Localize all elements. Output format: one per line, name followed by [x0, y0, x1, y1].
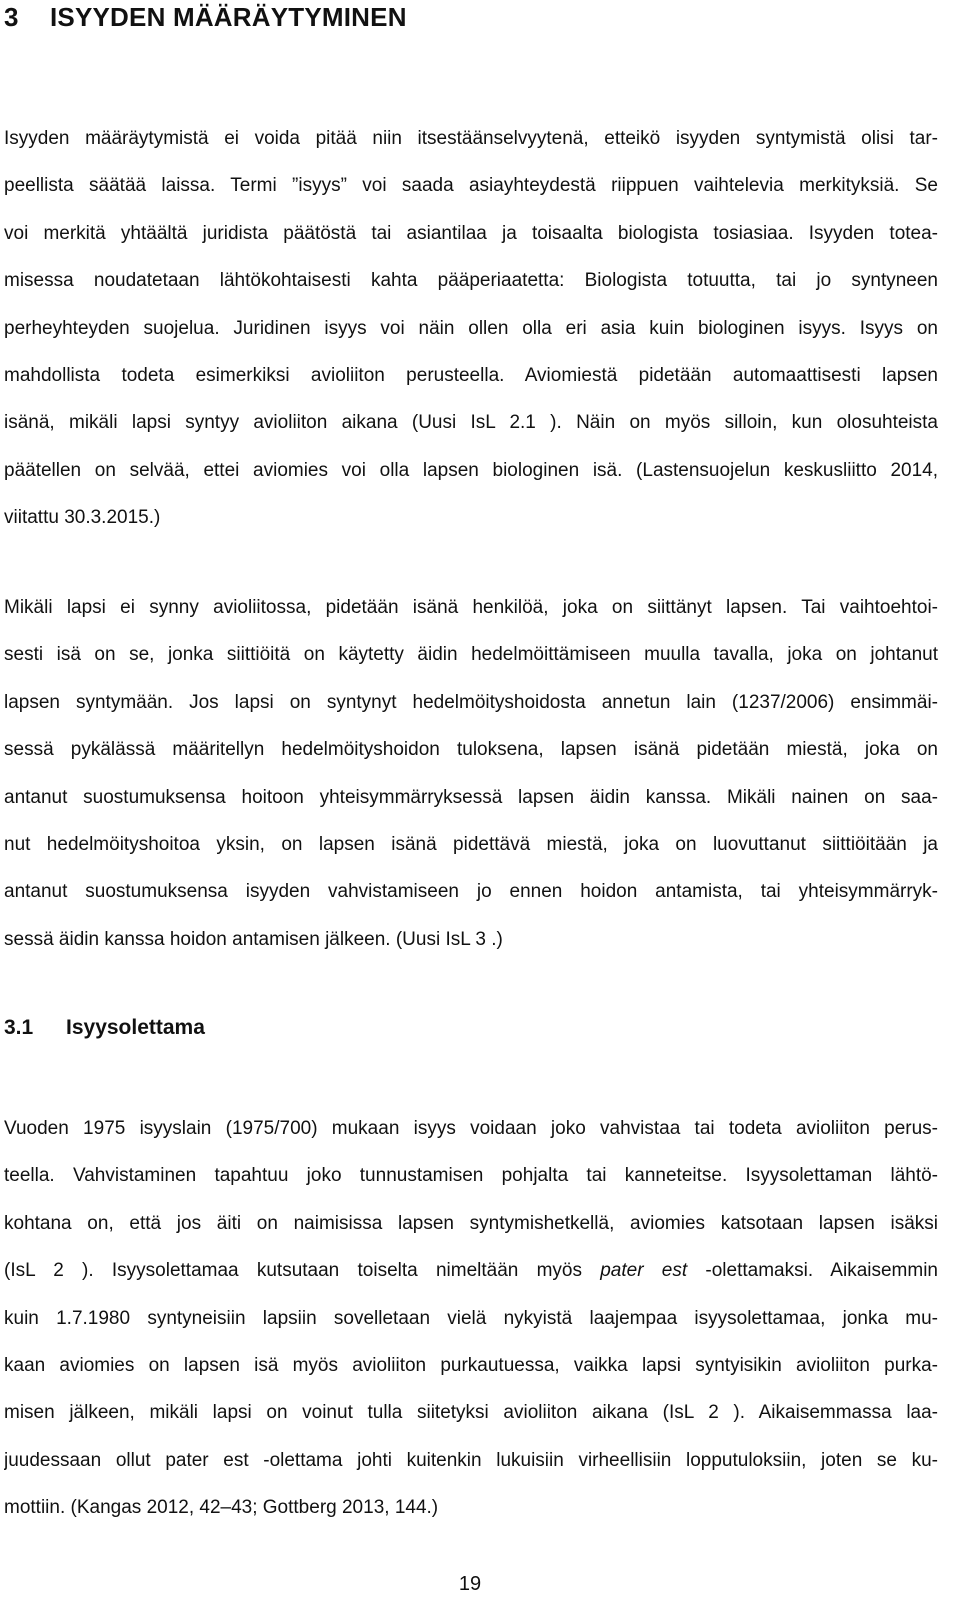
paragraph-line: lapsen syntymään. Jos lapsi on syntynyt hedelmöityshoidosta annetun lain (1237/2006) ensimmäi- — [4, 691, 938, 713]
paragraph-line: viitattu 30.3.2015.) — [4, 507, 161, 529]
paragraph-line: isänä, mikäli lapsi syntyy avioliiton aikana (Uusi IsL 2.1 ). Näin on myös silloin, kun olosuhteista — [4, 412, 938, 434]
paragraph-1 — [4, 115, 938, 542]
paragraph-line: perheyhteyden suojelua. Juridinen isyys voi näin ollen olla eri asia kuin biologinen isyys. Isyys on — [4, 317, 938, 339]
paragraph-line: Isyyden määräytymistä ei voida pitää niin itsestäänselvyytenä, etteikö isyyden syntymistä olisi tar- — [4, 128, 938, 149]
chapter-title: ISYYDEN MÄÄRÄYTYMINEN — [50, 2, 407, 32]
paragraph-line: sessä äidin kanssa hoidon antamisen jälkeen. (Uusi IsL 3 .) — [4, 928, 503, 950]
paragraph-line-with-italic — [4, 1247, 938, 1294]
italic-term: pater est — [600, 1260, 688, 1282]
paragraph-3 — [4, 1105, 938, 1532]
section-heading — [4, 1016, 205, 1040]
line-text: (IsL 2 ). Isyysolettamaa kutsutaan toiselta nimeltään myös — [4, 1260, 601, 1282]
paragraph-line: kohtana on, että jos äiti on naimisissa lapsen syntymishetkellä, aviomies katsotaan lapsen isäksi — [4, 1212, 938, 1234]
paragraph-line: misen jälkeen, mikäli lapsi on voinut tulla siitetyksi avioliiton aikana (IsL 2 ). Aikaisemmassa laa- — [4, 1402, 938, 1424]
paragraph-line: nut hedelmöityshoitoa yksin, on lapsen isänä pidettävä miestä, joka on luovuttanut siittiöitään ja — [4, 834, 938, 856]
section-title: Isyysolettama — [66, 1016, 205, 1039]
chapter-heading — [4, 2, 407, 33]
paragraph-line: kaan aviomies on lapsen isä myös avioliiton purkautuessa, vaikka lapsi syntyisikin avioliiton purka- — [4, 1355, 938, 1377]
paragraph-line: teella. Vahvistaminen tapahtuu joko tunnustamisen pohjalta tai kanneteitse. Isyysolettaman lähtö- — [4, 1165, 938, 1187]
chapter-number: 3 — [4, 2, 19, 32]
paragraph-line: peellista säätää laissa. Termi ”isyys” voi saada asiayhteydestä riippuen vaihtelevia merkityksiä. Se — [4, 175, 938, 197]
paragraph-2 — [4, 584, 938, 963]
paragraph-line: juudessaan ollut pater est -olettama johti kuitenkin lukuisiin virheellisiin lopputuloksiin, joten se ku- — [4, 1449, 938, 1471]
paragraph-line: mottiin. (Kangas 2012, 42–43; Gottberg 2013, 144.) — [4, 1497, 439, 1519]
paragraph-line: kuin 1.7.1980 syntyneisiin lapsiin sovelletaan vielä nykyistä laajempaa isyysolettamaa, jonka mu- — [4, 1307, 938, 1329]
paragraph-line: sessä pykälässä määritellyn hedelmöityshoidon tuloksena, lapsen isänä pidetään miestä, joka on — [4, 739, 938, 761]
paragraph-line: Mikäli lapsi ei synny avioliitossa, pidetään isänä henkilöä, joka on siittänyt lapsen. Tai vaihtoehtoi- — [4, 597, 938, 618]
paragraph-line: Vuoden 1975 isyyslain (1975/700) mukaan isyys voidaan joko vahvistaa tai todeta avioliiton perus- — [4, 1118, 938, 1139]
paragraph-line: päätellen on selvää, ettei aviomies voi olla lapsen biologinen isä. (Lastensuojelun keskusliitto 2014, — [4, 459, 938, 481]
paragraph-line: sesti isä on se, jonka siittiöitä on käytetty äidin hedelmöittämiseen muulla tavalla, joka on johtanut — [4, 644, 938, 666]
paragraph-line: misessa noudatetaan lähtökohtaisesti kahta pääperiaatetta: Biologista totuutta, tai jo syntyneen — [4, 270, 938, 292]
line-text: -olettamaksi. Aikaisemmin — [687, 1260, 938, 1282]
paragraph-line: antanut suostumuksensa hoitoon yhteisymmärryksessä lapsen äidin kanssa. Mikäli nainen on saa- — [4, 786, 938, 808]
section-number: 3.1 — [4, 1016, 34, 1039]
paragraph-line: voi merkitä yhtäältä juridista päätöstä tai asiantilaa ja toisaalta biologista tosiasiaa. Isyyden totea- — [4, 222, 938, 244]
page-number: 19 — [458, 1573, 482, 1595]
paragraph-line: mahdollista todeta esimerkiksi avioliiton perusteella. Aviomiestä pidetään automaattisesti lapsen — [4, 365, 938, 387]
paragraph-line: antanut suostumuksensa isyyden vahvistamiseen jo ennen hoidon antamista, tai yhteisymmärryk- — [4, 881, 938, 903]
